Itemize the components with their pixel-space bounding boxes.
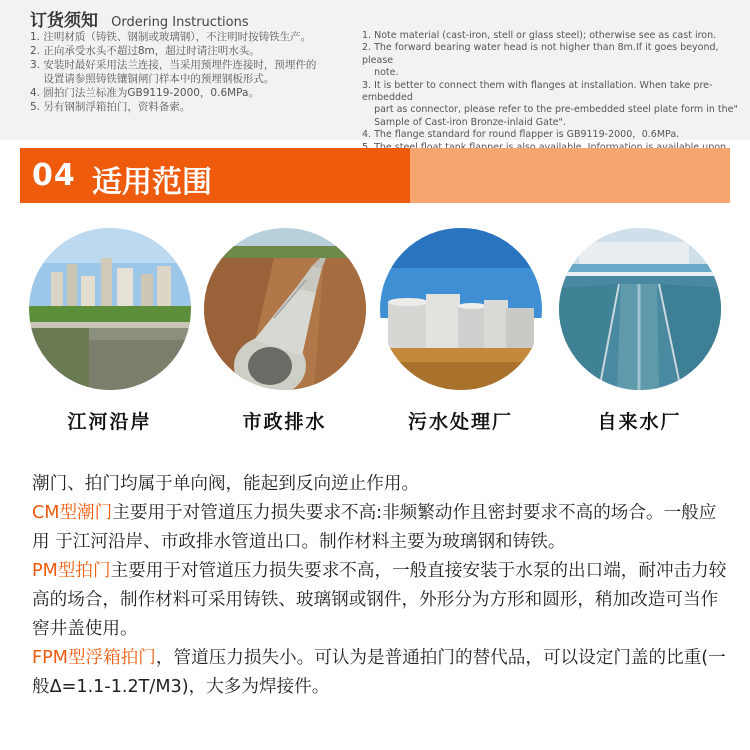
fpm-type-text: ，管道压力损失小。可认为是普通拍门的替代品，可以设定门盖的比重(一般Δ=1.1-1.2T/M3)，大多为焊接件。 [32, 648, 726, 697]
description-fpm [32, 644, 732, 702]
ordering-cn-line: 1. 注明材质（铸铁、钢制或玻璃钢），不注明时按铸铁生产。 [30, 31, 312, 43]
ordering-title-cn: 订货须知 [30, 11, 98, 31]
ordering-title [30, 6, 249, 31]
waterworks-image [559, 228, 721, 390]
ordering-en-line: 4. The flange standard for round flapper is GB9119-2000，0.6MPa. [362, 129, 680, 141]
pm-type-label: PM型拍门 [32, 561, 111, 581]
ordering-cn-line: 2. 正向承受水头不超过8m，超过时请注明水头。 [30, 45, 260, 57]
pm-type-text: 主要用于对管道压力损失要求不高，一般直接安装于水泵的出口端，耐冲击力较高的场合，制作材料可采用铸铁、玻璃钢或钢件，外形分为方形和圆形，稍加改造可当作窖井盖使用。 [32, 561, 727, 639]
cm-type-label: CM型潮门 [32, 503, 113, 523]
applications-row [0, 228, 750, 448]
description-pm [32, 557, 732, 644]
ordering-en-line: 1. Note material (cast-iron, stell or glass steel); otherwise see as cast iron. [362, 30, 717, 41]
ordering-en-line: 3. It is better to connect them with flanges at installation. When take pre-embedded [362, 79, 713, 104]
ordering-title-en: Ordering Instructions [111, 15, 249, 30]
application-label: 污水处理厂 [407, 411, 513, 433]
ordering-en-line: part as connector, please refer to the pre-embedded steel plate form in the" [362, 104, 738, 116]
ordering-cn-line: 5. 另有钢制浮箱拍门，资料备索。 [30, 101, 191, 113]
application-riverbank [22, 228, 197, 434]
section-header [20, 148, 730, 203]
application-waterworks [552, 228, 727, 434]
ordering-cn-line: 4. 圆拍门法兰标准为GB9119-2000，0.6MPa。 [30, 87, 259, 99]
application-label: 自来水厂 [597, 411, 682, 433]
sewage-tanks-image [380, 228, 542, 390]
drainage-pipe-image [204, 228, 366, 390]
ordering-en-line: note. [362, 67, 399, 79]
description-cm [32, 499, 732, 557]
section-number: 04 [32, 158, 76, 193]
ordering-en-line: 2. The forward bearing water head is not higher than 8m.If it goes beyond, please [362, 42, 719, 66]
description [32, 470, 732, 702]
application-label: 市政排水 [242, 411, 327, 433]
section-header-highlight [410, 148, 730, 203]
ordering-cn-line: 设置请参照铸铁镶铜闸门样本中的预埋钢板形式。 [30, 73, 275, 85]
description-intro: 潮门、拍门均属于单向阀，能起到反向逆止作用。 [32, 474, 420, 494]
ordering-list-cn [30, 30, 360, 114]
cm-type-text: 主要用于对管道压力损失要求不高:非频繁动作且密封要求不高的场合。一般应用 于江河沿岸、市政排水管道出口。制作材料主要为玻璃钢和铸铁。 [32, 503, 717, 552]
ordering-cn-line: 3. 安装时最好采用法兰连接，当采用预埋件连接时，预埋件的 [30, 59, 317, 71]
fpm-type-label: FPM型浮箱拍门 [32, 648, 156, 668]
ordering-en-line: Sample of Cast-iron Bronze-inlaid Gate". [362, 116, 566, 128]
application-drainage [197, 228, 372, 434]
application-sewage [373, 228, 548, 434]
section-title: 适用范围 [92, 165, 212, 200]
ordering-list-en [362, 30, 738, 166]
application-label: 江河沿岸 [67, 411, 152, 433]
ordering-instructions [0, 0, 750, 140]
riverbank-image [29, 228, 191, 390]
